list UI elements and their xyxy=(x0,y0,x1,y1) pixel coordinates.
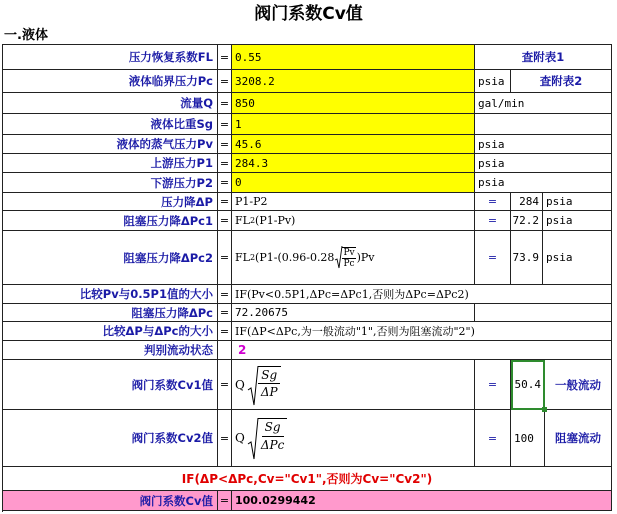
frac-cv1-den: ΔP xyxy=(260,384,278,399)
eq-p1: = xyxy=(218,154,232,173)
kind-cv2: 阻塞流动 xyxy=(545,410,612,467)
frac-cv1 xyxy=(258,366,281,400)
frac-cv1-num: Sg xyxy=(258,367,280,384)
empty-dpc xyxy=(475,304,612,322)
formula-dpc2-end: )Pv xyxy=(356,251,375,264)
label-pv: 液体的蒸气压力Pv xyxy=(3,135,218,154)
link-table-2[interactable]: 查附表2 xyxy=(511,70,612,93)
value-dpc[interactable]: 72.20675 xyxy=(232,304,475,322)
formula-cv1 xyxy=(232,360,475,410)
label-cmp-dp: 比较ΔP与ΔPc的大小 xyxy=(3,322,218,341)
input-q[interactable]: 850 xyxy=(232,93,475,114)
link-table-1[interactable]: 查附表1 xyxy=(475,45,612,70)
sqrt-pv-pc xyxy=(335,246,355,270)
eq-pc: = xyxy=(218,70,232,93)
input-p2[interactable]: 0 xyxy=(232,173,475,193)
label-cv2: 阀门系数Cv2值 xyxy=(3,410,218,467)
result-dpc2[interactable]: 73.9 xyxy=(511,231,543,285)
sqrt-radical-icon xyxy=(248,364,258,406)
if-cv-formula: IF(ΔP<ΔPc,Cv="Cv1",否则为Cv="Cv2") xyxy=(3,467,612,491)
value-state[interactable]: 2 xyxy=(232,341,612,360)
eq-result-dp: = xyxy=(475,193,511,211)
label-dpc1: 阻塞压力降ΔPc1 xyxy=(3,211,218,231)
eq-fl: = xyxy=(218,45,232,70)
eq-cmp-pv: = xyxy=(218,285,232,304)
frac-cv2-den: ΔPc xyxy=(260,438,285,452)
section-heading: 一.液体 xyxy=(4,28,48,43)
kind-cv1: 一般流动 xyxy=(545,360,612,410)
label-pc: 液体临界压力Pc xyxy=(3,70,218,93)
eq-cv1: = xyxy=(218,360,232,410)
frac-den-pc: Pc xyxy=(343,258,355,269)
eq-dpc: = xyxy=(218,304,232,322)
eq-pv: = xyxy=(218,135,232,154)
label-p1: 上游压力P1 xyxy=(3,154,218,173)
eq-dp: = xyxy=(218,193,232,211)
label-dp: 压力降ΔP xyxy=(3,193,218,211)
frac-cv2-num: Sg xyxy=(262,419,284,437)
formula-cmp-dp: IF(ΔP<ΔPc,为一般流动"1",否则为阻塞流动"2") xyxy=(232,322,612,341)
frac-num-pv: Pv xyxy=(343,247,355,258)
unit-pc: psia xyxy=(475,70,511,93)
label-cmp-pv: 比较Pv与0.5P1值的大小 xyxy=(3,285,218,304)
unit-q: gal/min xyxy=(475,93,612,114)
input-pc[interactable]: 3208.2 xyxy=(232,70,475,93)
result-cv1[interactable]: 50.4 xyxy=(511,360,545,410)
eq-cv: = xyxy=(218,491,232,511)
eq-sg: = xyxy=(218,114,232,135)
eq-cmp-dp: = xyxy=(218,322,232,341)
label-cv1: 阀门系数Cv1值 xyxy=(3,360,218,410)
blank-state xyxy=(218,341,232,360)
frac-cv2 xyxy=(258,418,287,454)
formula-dpc2-mid: (P1-(0.96-0.28 xyxy=(255,251,335,264)
label-p2: 下游压力P2 xyxy=(3,173,218,193)
formula-cv1-q: Q xyxy=(235,377,245,392)
page-title: 阀门系数Cv值 xyxy=(254,4,363,24)
eq-p2: = xyxy=(218,173,232,193)
eq-dpc2: = xyxy=(218,231,232,285)
sqrt-radical-icon xyxy=(248,416,258,460)
unit-dpc2: psia xyxy=(543,231,612,285)
input-fl[interactable]: 0.55 xyxy=(232,45,475,70)
unit-dp: psia xyxy=(543,193,612,211)
formula-dpc2-fl: FL xyxy=(235,251,250,264)
eq-result-cv2: = xyxy=(475,410,511,467)
input-pv[interactable]: 45.6 xyxy=(232,135,475,154)
unit-p1: psia xyxy=(475,154,612,173)
formula-dpc2 xyxy=(232,231,475,285)
unit-sg-empty xyxy=(475,114,612,135)
label-dpc2: 阻塞压力降ΔPc2 xyxy=(3,231,218,285)
label-cv: 阀门系数Cv值 xyxy=(3,491,218,511)
result-dp[interactable]: 284 xyxy=(511,193,543,211)
formula-dpc1-rest: (P1-Pv) xyxy=(255,214,296,227)
label-q: 流量Q xyxy=(3,93,218,114)
selection-fill-handle[interactable] xyxy=(542,407,547,412)
label-fl: 压力恢复系数FL xyxy=(3,45,218,70)
input-p1[interactable]: 284.3 xyxy=(232,154,475,173)
formula-dpc1-fl: FL xyxy=(235,214,250,227)
sqrt-radical-icon xyxy=(335,246,342,270)
eq-cv2: = xyxy=(218,410,232,467)
eq-result-dpc2: = xyxy=(475,231,511,285)
frac-pv-pc xyxy=(342,247,355,269)
eq-q: = xyxy=(218,93,232,114)
formula-cmp-pv: IF(Pv<0.5P1,ΔPc=ΔPc1,否则为ΔPc=ΔPc2) xyxy=(232,285,612,304)
eq-dpc1: = xyxy=(218,211,232,231)
formula-cv2-q: Q xyxy=(235,431,245,445)
formula-cv2 xyxy=(232,410,475,467)
label-sg: 液体比重Sg xyxy=(3,114,218,135)
unit-p2: psia xyxy=(475,173,612,193)
formula-dpc1-exp: 2 xyxy=(249,216,256,225)
value-cv[interactable]: 100.0299442 xyxy=(232,491,612,511)
input-sg[interactable]: 1 xyxy=(232,114,475,135)
eq-result-cv1: = xyxy=(475,360,511,410)
label-state: 判别流动状态 xyxy=(3,341,218,360)
formula-dpc1 xyxy=(232,211,475,231)
result-dpc1[interactable]: 72.2 xyxy=(511,211,543,231)
formula-dpc2-exp: 2 xyxy=(249,253,256,262)
formula-dp: P1-P2 xyxy=(232,193,475,211)
result-cv2[interactable]: 100 xyxy=(511,410,545,467)
eq-result-dpc1: = xyxy=(475,211,511,231)
unit-dpc1: psia xyxy=(543,211,612,231)
label-dpc: 阻塞压力降ΔPc xyxy=(3,304,218,322)
unit-pv: psia xyxy=(475,135,612,154)
